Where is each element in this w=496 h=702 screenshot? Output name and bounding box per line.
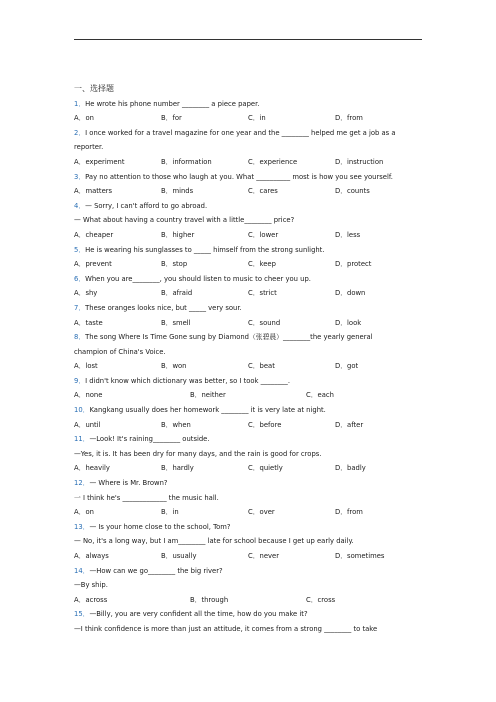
answer-options: [74, 286, 424, 301]
question-line: [74, 491, 424, 506]
answer-option: B．minds: [161, 187, 194, 196]
question-number: 6．: [74, 274, 86, 283]
section-heading: 一、选择题: [74, 84, 114, 93]
answer-option: D．from: [335, 114, 363, 123]
answer-option: A．experiment: [74, 157, 125, 166]
question-list: [74, 97, 424, 637]
question-number: 15．: [74, 610, 90, 619]
answer-option: D．badly: [335, 464, 366, 473]
answer-option: D．protect: [335, 260, 372, 269]
answer-option: C．lower: [248, 230, 279, 239]
question-stem: [74, 301, 424, 316]
question-number: 4．: [74, 201, 86, 210]
answer-option: C．keep: [248, 260, 276, 269]
answer-option: C．before: [248, 420, 282, 429]
question-text: champion of China's Voice.: [74, 347, 166, 356]
answer-option: A．heavily: [74, 464, 110, 473]
answer-option: B．smell: [161, 318, 191, 327]
answer-option: B．through: [190, 595, 229, 604]
question-text: I once worked for a travel magazine for one year and the ________ helped me get a job as a: [85, 128, 396, 137]
question-item: [74, 243, 424, 272]
answer-option: B．won: [161, 362, 187, 371]
answer-option: A．none: [74, 391, 103, 400]
question-line: [74, 447, 424, 462]
header-rule: [74, 39, 422, 40]
answer-options: [74, 388, 424, 403]
question-item: [74, 374, 424, 403]
question-stem: [74, 126, 424, 141]
answer-options: [74, 593, 424, 608]
question-text: —I think confidence is more than just an attitude, it comes from a strong ________ to take: [74, 624, 378, 633]
question-text: 一 I think he's _____________ the music hall.: [74, 493, 219, 502]
answer-options: [74, 257, 424, 272]
question-text: — Is your home close to the school, Tom?: [89, 522, 231, 531]
answer-option: A．until: [74, 420, 101, 429]
question-number: 9．: [74, 376, 86, 385]
question-line: [74, 622, 424, 637]
answer-option: D．after: [335, 420, 364, 429]
question-stem: [74, 243, 424, 258]
question-item: [74, 403, 424, 432]
answer-option: B．when: [161, 420, 191, 429]
answer-options: [74, 549, 424, 564]
question-line: [74, 578, 424, 593]
question-number: 3．: [74, 172, 86, 181]
question-number: 7．: [74, 303, 86, 312]
answer-option: A．on: [74, 508, 94, 517]
answer-option: D．got: [335, 362, 359, 371]
question-number: 14．: [74, 566, 90, 575]
question-text: reporter.: [74, 143, 104, 152]
answer-option: B．for: [161, 114, 182, 123]
question-text: Kangkang usually does her homework ________ it is very late at night.: [89, 406, 326, 415]
answer-option: B．hardly: [161, 464, 194, 473]
answer-option: B．usually: [161, 552, 197, 560]
answer-option: A．across: [74, 595, 108, 604]
question-item: [74, 476, 424, 520]
question-text: —Billy, you are very confident all the time, how do you make it?: [89, 610, 308, 619]
answer-option: A．prevent: [74, 260, 112, 269]
question-text: Pay no attention to those who laugh at you. What __________ most is how you see yourself.: [85, 172, 393, 181]
question-stem: [74, 403, 424, 418]
question-text: —How can we go________ the big river?: [89, 566, 223, 575]
answer-option: A．always: [74, 552, 109, 560]
answer-options: [74, 228, 424, 243]
question-number: 2．: [74, 128, 86, 137]
question-number: 13．: [74, 522, 90, 531]
answer-option: D．down: [335, 289, 366, 298]
answer-option: C．beat: [248, 362, 275, 371]
answer-option: A．taste: [74, 318, 103, 327]
question-stem: [74, 97, 424, 112]
answer-options: [74, 155, 424, 170]
question-text: — Where is Mr. Brown?: [89, 479, 168, 488]
question-text: These oranges looks nice, but _____ very sour.: [85, 303, 242, 312]
question-stem: [74, 607, 424, 622]
question-text: I didn't know which dictionary was better, so I took ________.: [85, 376, 290, 385]
question-text: — Sorry, I can't afford to go abroad.: [85, 201, 208, 210]
answer-option: C．quietly: [248, 464, 283, 473]
answer-options: [74, 184, 424, 199]
question-item: [74, 301, 424, 330]
question-item: [74, 330, 424, 374]
answer-option: B．neither: [190, 391, 226, 400]
question-item: [74, 97, 424, 126]
question-item: [74, 607, 424, 636]
question-text: —Look! It's raining________ outside.: [89, 435, 210, 444]
answer-option: C．in: [248, 114, 266, 123]
answer-option: B．information: [161, 157, 212, 166]
answer-option: C．cares: [248, 187, 278, 196]
question-text: — What about having a country travel with a little________ price?: [74, 216, 295, 225]
answer-option: C．never: [248, 552, 280, 560]
answer-option: C．strict: [248, 289, 277, 298]
answer-options: [74, 505, 424, 520]
answer-option: A．shy: [74, 289, 98, 298]
question-text: —Yes, it is. It has been dry for many days, and the rain is good for crops.: [74, 449, 322, 458]
question-stem: [74, 199, 424, 214]
answer-option: C．each: [306, 391, 334, 400]
answer-option: D．less: [335, 230, 361, 239]
answer-option: B．in: [161, 508, 179, 517]
answer-options: [74, 461, 424, 476]
question-number: 12．: [74, 479, 90, 488]
question-number: 11．: [74, 435, 90, 444]
question-number: 1．: [74, 99, 86, 108]
answer-option: D．counts: [335, 187, 370, 196]
answer-option: A．on: [74, 114, 94, 123]
answer-option: C．sound: [248, 318, 281, 327]
answer-option: A．matters: [74, 187, 113, 196]
question-stem: [74, 330, 424, 345]
question-text: He is wearing his sunglasses to _____ himself from the strong sunlight.: [85, 245, 325, 254]
question-stem: [74, 374, 424, 389]
question-number: 10．: [74, 406, 90, 415]
answer-options: [74, 418, 424, 433]
question-text: —By ship.: [74, 581, 108, 590]
answer-option: B．stop: [161, 260, 188, 269]
answer-option: B．afraid: [161, 289, 193, 298]
answer-option: C．experience: [248, 157, 298, 166]
question-number: 8．: [74, 333, 86, 342]
question-line: [74, 534, 424, 549]
answer-option: D．sometimes: [335, 552, 385, 560]
question-stem: [74, 170, 424, 185]
question-stem: [74, 564, 424, 579]
question-line: [74, 140, 424, 155]
answer-option: C．cross: [306, 595, 336, 604]
question-sheet: [74, 82, 424, 637]
answer-options: [74, 316, 424, 331]
question-item: [74, 520, 424, 564]
answer-option: C．over: [248, 508, 275, 517]
question-text: When you are________, you should listen to music to cheer you up.: [85, 274, 311, 283]
answer-option: D．from: [335, 508, 363, 517]
question-text: He wrote his phone number ________ a piece paper.: [85, 99, 260, 108]
question-stem: [74, 272, 424, 287]
answer-option: A．lost: [74, 362, 98, 371]
question-line: [74, 345, 424, 360]
question-number: 5．: [74, 245, 86, 254]
question-item: [74, 432, 424, 476]
answer-option: A．cheaper: [74, 230, 114, 239]
question-item: [74, 564, 424, 608]
answer-option: D．instruction: [335, 157, 384, 166]
answer-options: [74, 111, 424, 126]
question-item: [74, 170, 424, 199]
question-item: [74, 272, 424, 301]
question-line: [74, 213, 424, 228]
answer-option: D．look: [335, 318, 362, 327]
question-stem: [74, 432, 424, 447]
question-text: The song Where Is Time Gone sung by Diamond（张碧晨）________the yearly general: [85, 333, 373, 342]
question-item: [74, 126, 424, 170]
question-stem: [74, 520, 424, 535]
question-item: [74, 199, 424, 243]
question-text: — No, it's a long way, but I am________ late for school because I get up early daily.: [74, 537, 354, 546]
answer-options: [74, 359, 424, 374]
answer-option: B．higher: [161, 230, 195, 239]
question-stem: [74, 476, 424, 491]
